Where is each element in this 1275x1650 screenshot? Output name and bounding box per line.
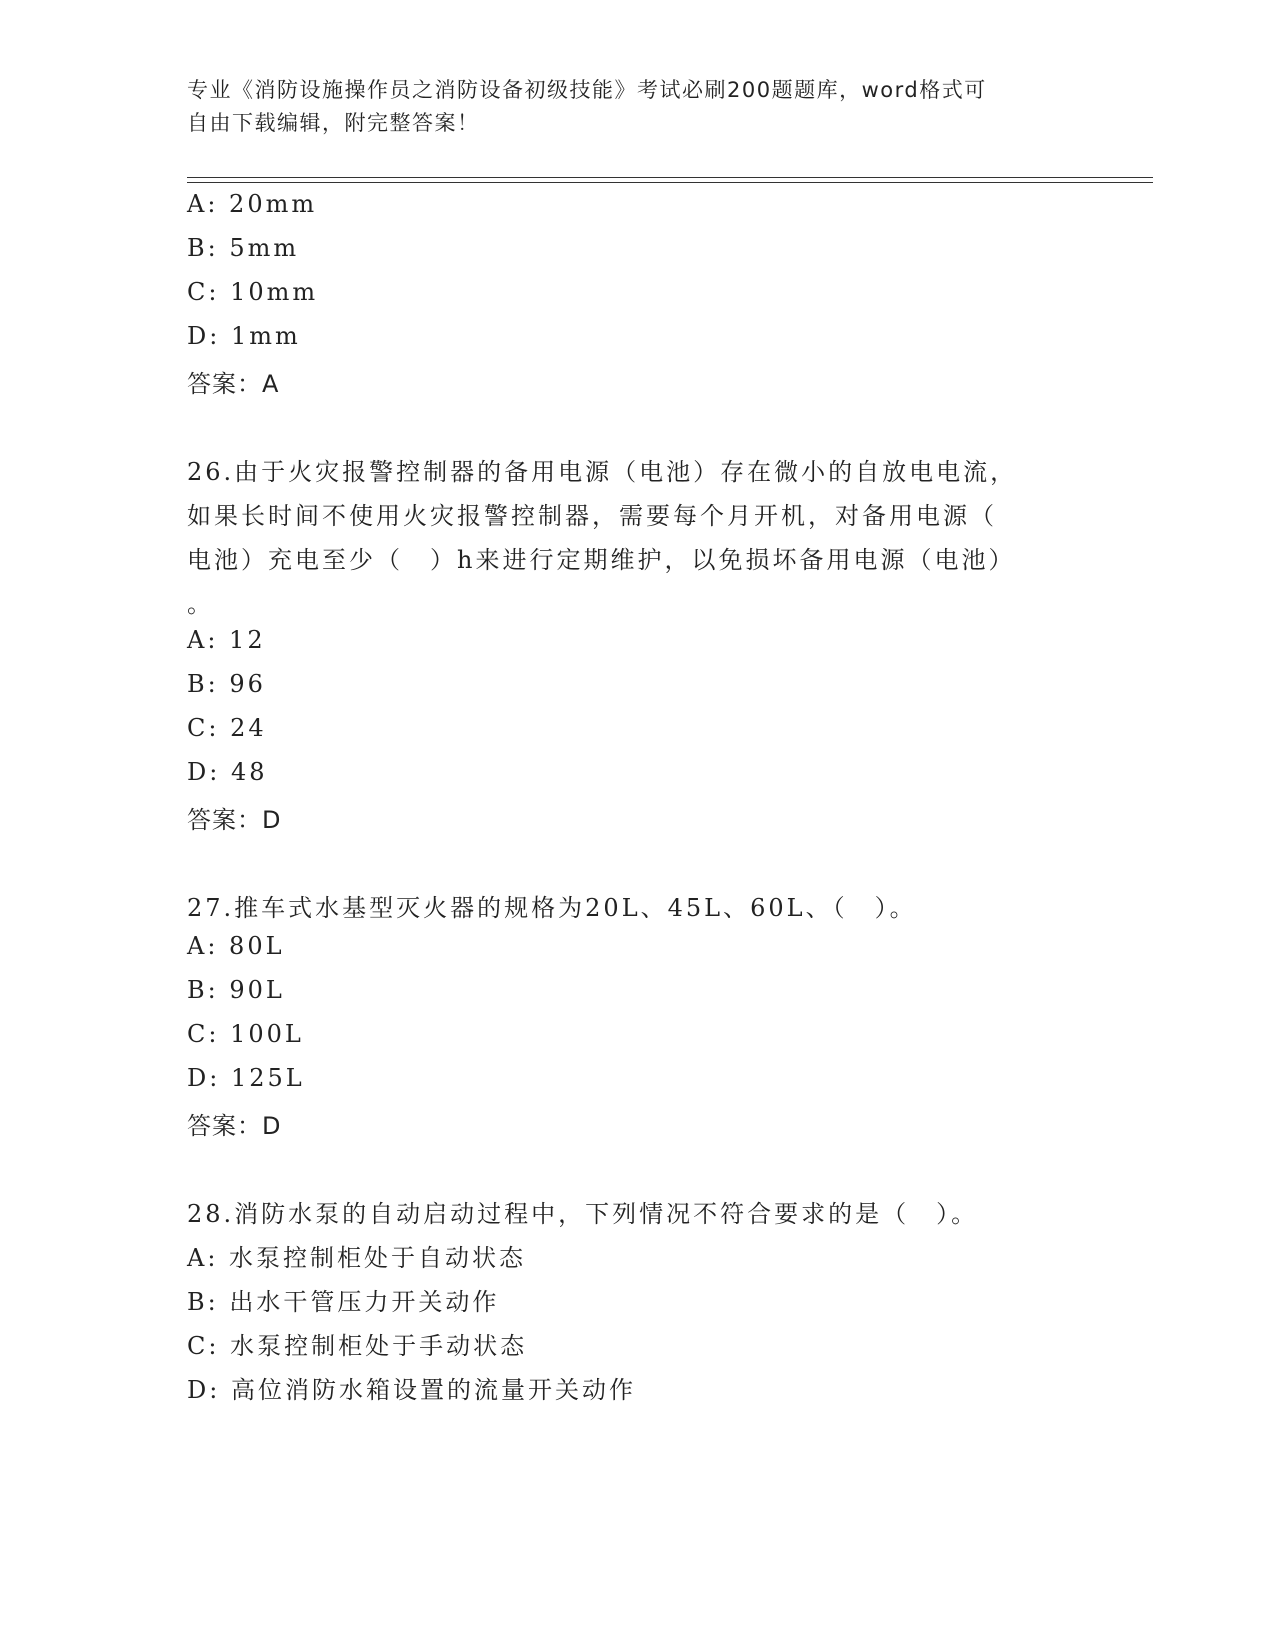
q26-question-line-3: 电池）充电至少（ ）h来进行定期维护，以免损坏备用电源（电池） — [187, 546, 1016, 574]
q26-question-line-4: 。 — [187, 590, 214, 618]
q26-option-b: B: 96 — [187, 670, 266, 698]
q28-option-a: A: 水泵控制柜处于自动状态 — [187, 1244, 527, 1272]
q25-option-b: B: 5mm — [187, 234, 300, 262]
header-rule-bottom — [187, 182, 1153, 183]
q28-option-c: C: 水泵控制柜处于手动状态 — [187, 1332, 528, 1360]
q26-option-a: A: 12 — [187, 626, 266, 654]
header-line-2: 自由下载编辑，附完整答案！ — [187, 111, 480, 135]
document-header — [187, 74, 1067, 140]
q28-option-b: B: 出水干管压力开关动作 — [187, 1288, 500, 1316]
header-line-1: 专业《消防设施操作员之消防设备初级技能》考试必刷200题题库，word格式可 — [187, 78, 987, 102]
q27-option-d: D: 125L — [187, 1064, 305, 1092]
q28-option-d: D: 高位消防水箱设置的流量开关动作 — [187, 1376, 636, 1404]
q26-option-d: D: 48 — [187, 758, 268, 786]
q27-question: 27.推车式水基型灭火器的规格为20L、45L、60L、（ ）。 — [187, 894, 917, 922]
q27-option-b: B: 90L — [187, 976, 285, 1004]
q25-option-d: D: 1mm — [187, 322, 301, 350]
q25-answer: 答案：A — [187, 370, 280, 398]
q25-option-c: C: 10mm — [187, 278, 319, 306]
q28-question: 28.消防水泵的自动启动过程中，下列情况不符合要求的是（ ）。 — [187, 1200, 979, 1228]
header-rule-top — [187, 177, 1153, 178]
q26-option-c: C: 24 — [187, 714, 267, 742]
q25-option-a: A: 20mm — [187, 190, 318, 218]
q27-answer: 答案：D — [187, 1112, 282, 1140]
q26-question-line-1: 26.由于火灾报警控制器的备用电源（电池）存在微小的自放电电流， — [187, 458, 1018, 486]
q26-answer: 答案：D — [187, 806, 282, 834]
q27-option-c: C: 100L — [187, 1020, 304, 1048]
q27-option-a: A: 80L — [187, 932, 285, 960]
q26-question-line-2: 如果长时间不使用火灾报警控制器，需要每个月开机，对备用电源（ — [187, 502, 997, 530]
